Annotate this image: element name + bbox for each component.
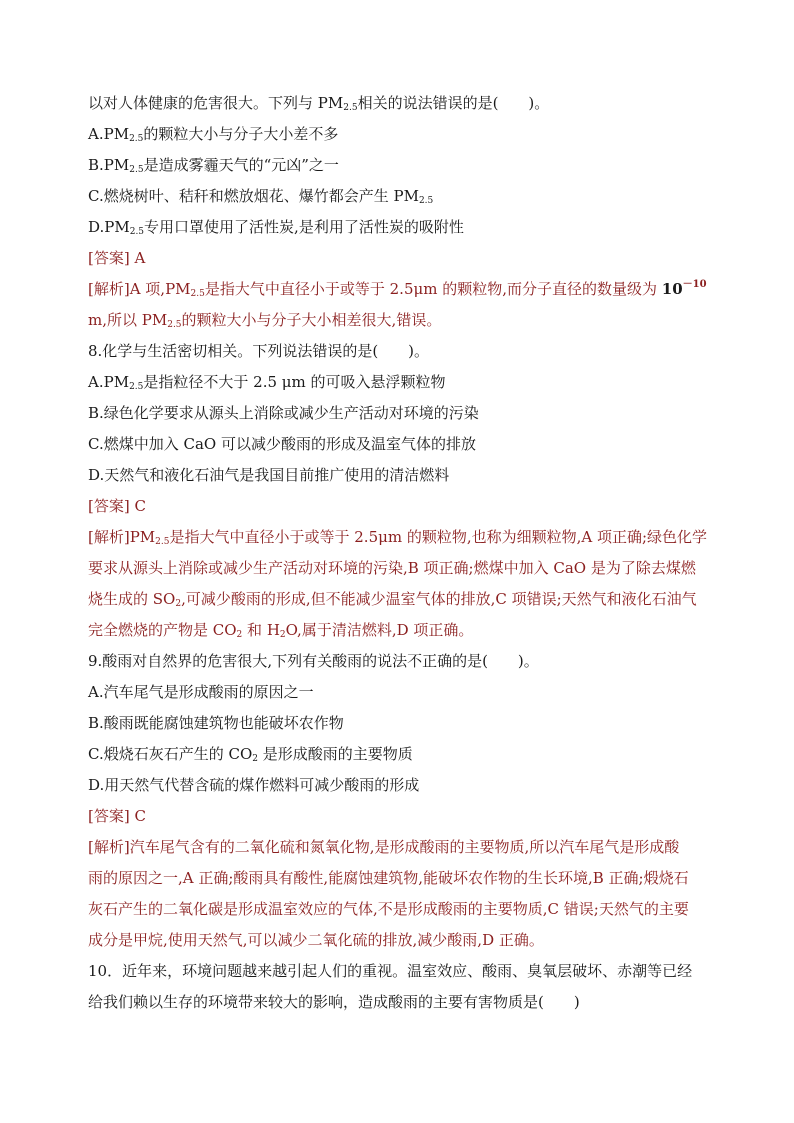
- q9-answer: [答案] C: [88, 807, 146, 825]
- q7-stem: [88, 88, 738, 119]
- option-text: C.燃烧树叶、秸秆和燃放烟花、爆竹都会产生 PM: [88, 187, 419, 205]
- option-text: 是指粒径不大于 2.5 μm 的可吸入悬浮颗粒物: [143, 373, 446, 391]
- q8-explanation-line-1: [88, 522, 738, 553]
- q7-option-d: [88, 212, 738, 243]
- q9-explanation-line-4: 成分是甲烷,使用天然气,可以减少二氧化硫的排放,减少酸雨,D 正确。: [88, 931, 544, 949]
- explanation-text: m,所以 PM: [88, 311, 168, 329]
- subscript: 2: [279, 630, 286, 640]
- explanation-text: 完全燃烧的产物是 CO: [88, 621, 237, 639]
- explanation-text: O,属于清洁燃料,D 项正确。: [285, 621, 474, 639]
- option-text: 的颗粒大小与分子大小差不多: [143, 125, 339, 143]
- option-text: C.煅烧石灰石产生的 CO: [88, 745, 253, 763]
- option-text: D.PM: [88, 218, 130, 236]
- explanation-text: 是指大气中直径小于或等于 2.5μm 的颗粒物,而分子直径的数量级为: [204, 280, 662, 298]
- option-text: 是造成雾霾天气的“元凶”之一: [143, 156, 339, 174]
- q9-option-b: B.酸雨既能腐蚀建筑物也能破坏农作物: [88, 714, 344, 732]
- q7-option-a: [88, 119, 738, 150]
- q8-option-c: C.燃煤中加入 CaO 可以减少酸雨的形成及温室气体的排放: [88, 435, 476, 453]
- q7-explanation-line-1: [88, 274, 738, 305]
- explanation-text: 是指大气中直径小于或等于 2.5μm 的颗粒物,也称为细颗粒物,A 项正确;绿色化学: [169, 528, 708, 546]
- subscript: 2.5: [167, 320, 182, 330]
- subscript: 2.5: [190, 289, 205, 299]
- q8-option-a: [88, 367, 738, 398]
- document-page: [88, 88, 738, 1018]
- option-text: B.PM: [88, 156, 130, 174]
- subscript: 2: [252, 754, 258, 764]
- option-text: A.PM: [88, 125, 130, 143]
- q7-option-c: [88, 181, 738, 212]
- q7-stem-text: 以对人体健康的危害很大。下列与 PM: [88, 94, 344, 112]
- explanation-text: 烧生成的 SO: [88, 590, 176, 608]
- q10-stem-line-1: 10．近年来，环境问题越来越引起人们的重视。温室效应、酸雨、臭氧层破坏、赤潮等已经: [88, 962, 693, 980]
- q7-stem-end: 相关的说法错误的是( )。: [357, 94, 550, 112]
- q8-explanation-line-3: [88, 584, 738, 615]
- superscript: －10: [682, 279, 707, 290]
- option-text: A.PM: [88, 373, 130, 391]
- option-text: 专用口罩使用了活性炭,是利用了活性炭的吸附性: [144, 218, 464, 236]
- subscript: 2.5: [129, 227, 145, 237]
- q8-answer: [答案] C: [88, 497, 146, 515]
- q8-explanation-line-2: 要求从源头上消除或减少生产活动对环境的污染,B 项正确;燃煤中加入 CaO 是为了除去煤燃: [88, 559, 696, 577]
- q8-option-d: D.天然气和液化石油气是我国目前推广使用的清洁燃料: [88, 466, 450, 484]
- explanation-text: [解析]PM: [88, 528, 156, 546]
- q8-stem: 8.化学与生活密切相关。下列说法错误的是( )。: [88, 342, 430, 360]
- explanation-text: 的颗粒大小与分子大小相差很大,错误。: [181, 311, 442, 329]
- q7-answer: [答案] A: [88, 249, 146, 267]
- option-text: 是形成酸雨的主要物质: [258, 745, 413, 763]
- q8-explanation-line-4: [88, 615, 738, 646]
- exponent-base: 10: [661, 280, 683, 298]
- subscript: 2: [175, 599, 182, 609]
- subscript: 2.5: [155, 537, 170, 547]
- q9-option-d: D.用天然气代替含硫的煤作燃料可减少酸雨的形成: [88, 776, 420, 794]
- q8-option-b: B.绿色化学要求从源头上消除或减少生产活动对环境的污染: [88, 404, 479, 422]
- subscript: 2.5: [129, 134, 144, 144]
- subscript: 2.5: [418, 196, 434, 206]
- q9-explanation-line-2: 雨的原因之一,A 正确;酸雨具有酸性,能腐蚀建筑物,能破坏农作物的生长环境,B 正确;煅烧石: [88, 869, 689, 887]
- explanation-text: 和 H: [242, 621, 280, 639]
- q9-explanation-line-1: [解析]汽车尾气含有的二氧化硫和氮氧化物,是形成酸雨的主要物质,所以汽车尾气是形成酸: [88, 838, 680, 856]
- subscript: 2.5: [129, 382, 144, 392]
- q10-stem-line-2: 给我们赖以生存的环境带来较大的影响，造成酸雨的主要有害物质是( ): [88, 993, 580, 1011]
- q9-option-a: A.汽车尾气是形成酸雨的原因之一: [88, 683, 314, 701]
- subscript: 2.5: [343, 103, 358, 113]
- q7-explanation-line-2: [88, 305, 738, 336]
- explanation-text: [解析]A 项,PM: [88, 280, 191, 298]
- q9-stem: 9.酸雨对自然界的危害很大,下列有关酸雨的说法不正确的是( )。: [88, 652, 539, 670]
- q7-option-b: [88, 150, 738, 181]
- q9-option-c: [88, 739, 738, 770]
- subscript: 2: [236, 630, 243, 640]
- q9-explanation-line-3: 灰石产生的二氧化碳是形成温室效应的气体,不是形成酸雨的主要物质,C 错误;天然气的主要: [88, 900, 689, 918]
- explanation-text: ,可减少酸雨的形成,但不能减少温室气体的排放,C 项错误;天然气和液化石油气: [181, 590, 697, 608]
- subscript: 2.5: [129, 165, 144, 175]
